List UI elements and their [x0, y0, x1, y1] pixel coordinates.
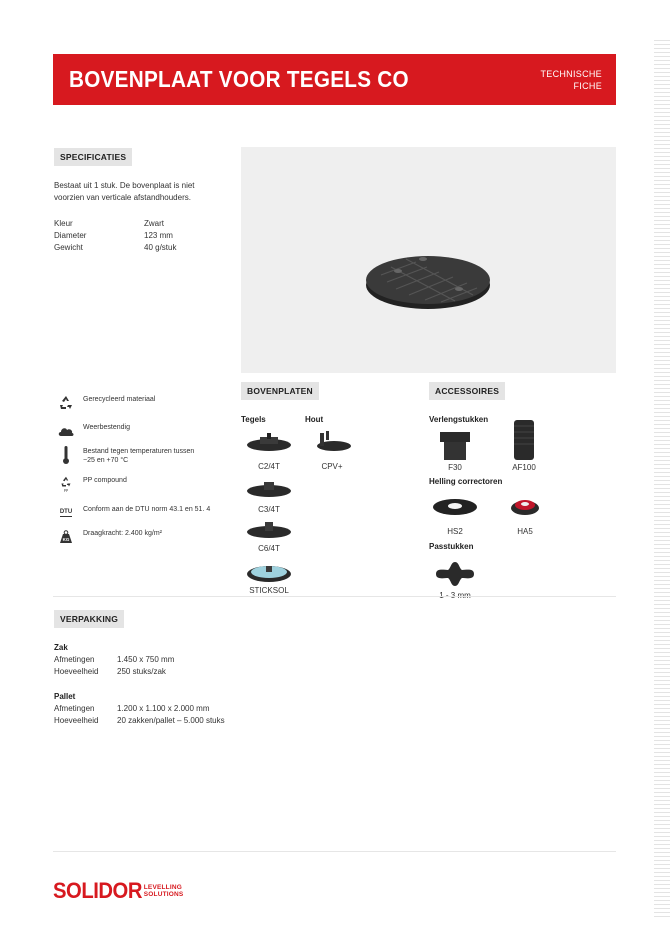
c6-4t-image	[246, 520, 292, 540]
pack-key: Hoeveelheid	[54, 667, 99, 676]
c3-4t-label: C3/4T	[258, 505, 280, 514]
spec-value: Zwart	[144, 219, 164, 228]
solidor-logo	[53, 878, 183, 904]
feature-text: Bestand tegen temperaturen tussen	[83, 448, 195, 455]
zak-row-hoeveelheid	[54, 666, 174, 678]
feature-temperature	[57, 447, 194, 465]
passtukken-heading: Passtukken	[429, 542, 474, 551]
feature-text: −25 en +70 °C	[83, 457, 129, 464]
feature-text: Gerecycleerd materiaal	[83, 396, 156, 403]
sticksol-image	[246, 562, 292, 584]
bovenplaten-heading: BOVENPLATEN	[241, 382, 319, 400]
verpakking-pallet	[54, 691, 225, 727]
dtu-icon-text: DTU	[59, 509, 73, 515]
document-type-line1: TECHNISCHE	[540, 69, 602, 79]
af100-image	[510, 418, 538, 462]
logo-wordmark: SOLIDOR	[53, 878, 142, 903]
sticksol-label: STICKSOL	[249, 586, 289, 595]
pp-icon-text: pp	[63, 487, 69, 492]
document-type-line2: FICHE	[573, 81, 602, 91]
verpakking-heading: VERPAKKING	[54, 610, 124, 628]
spec-key: Kleur	[54, 219, 73, 228]
pack-key: Afmetingen	[54, 655, 95, 664]
logo-tagline	[144, 884, 184, 898]
spec-row-gewicht	[54, 242, 176, 254]
description-line: voorzien van verticale afstandhouders.	[54, 193, 191, 202]
product-photo-panel	[241, 147, 616, 373]
bovenplaten-hout-heading: Hout	[305, 415, 324, 424]
feature-text: Conform aan de DTU norm 43.1 en 51. 4	[83, 506, 211, 513]
f30-label: F30	[448, 463, 462, 472]
feature-pp-compound	[57, 476, 127, 492]
cpv-plus-label: CPV+	[321, 462, 343, 471]
edge-ruler	[654, 40, 670, 920]
feature-dtu	[57, 505, 210, 521]
af100-label: AF100	[512, 463, 536, 472]
feature-weather	[57, 423, 130, 439]
recycle-icon	[57, 395, 75, 411]
feature-load-capacity	[57, 529, 162, 545]
document-type-label	[540, 68, 602, 92]
passtukken-image	[434, 560, 476, 588]
pallet-row-afmetingen	[54, 703, 225, 715]
pallet-heading: Pallet	[54, 692, 76, 701]
pack-value: 20 zakken/pallet – 5.000 stuks	[117, 716, 225, 725]
hs2-label: HS2	[447, 527, 463, 536]
pack-value: 250 stuks/zak	[117, 667, 166, 676]
feature-text: Weerbestendig	[83, 424, 130, 431]
spec-key: Gewicht	[54, 243, 83, 252]
pack-key: Afmetingen	[54, 704, 95, 713]
verpakking-zak	[54, 642, 174, 678]
c2-4t-label: C2/4T	[258, 462, 280, 471]
cpv-plus-image	[312, 430, 352, 454]
specificaties-table	[54, 218, 176, 254]
ha5-label: HA5	[517, 527, 533, 536]
product-photo	[241, 147, 616, 373]
thermometer-icon	[57, 447, 75, 463]
kg-weight-icon	[57, 529, 75, 545]
c2-4t-image	[246, 432, 292, 454]
section-divider	[53, 596, 616, 597]
c6-4t-label: C6/4T	[258, 544, 280, 553]
verlengstukken-heading: Verlengstukken	[429, 415, 489, 424]
pack-value: 1.200 x 1.100 x 2.000 mm	[117, 704, 210, 713]
description-line: Bestaat uit 1 stuk. De bovenplaat is niet	[54, 181, 195, 190]
spec-value: 40 g/stuk	[144, 243, 177, 252]
helling-correctoren-heading: Helling correctoren	[429, 477, 503, 486]
accessoires-heading: ACCESSOIRES	[429, 382, 505, 400]
page-title: BOVENPLAAT VOOR TEGELS CO	[69, 66, 409, 92]
feature-recycled	[57, 395, 155, 411]
spec-key: Diameter	[54, 231, 87, 240]
zak-row-afmetingen	[54, 654, 174, 666]
logo-tagline-line1: LEVELLING	[143, 884, 183, 891]
cloud-icon	[57, 423, 75, 439]
ha5-image	[510, 496, 540, 518]
bovenplaten-tegels-heading: Tegels	[241, 415, 266, 424]
spec-row-kleur	[54, 218, 176, 230]
kg-icon-text: KG	[62, 537, 70, 542]
feature-text: Draagkracht: 2.400 kg/m²	[83, 530, 162, 537]
specificaties-description	[54, 180, 234, 204]
pack-value: 1.450 x 750 mm	[117, 655, 175, 664]
pack-key: Hoeveelheid	[54, 716, 99, 725]
footer-divider	[53, 851, 616, 852]
spec-row-diameter	[54, 230, 176, 242]
logo-tagline-line2: SOLUTIONS	[143, 891, 184, 898]
title-banner	[53, 54, 616, 105]
feature-text: PP compound	[83, 477, 127, 484]
f30-image	[436, 430, 474, 462]
spec-value: 123 mm	[144, 231, 173, 240]
c3-4t-image	[246, 480, 292, 500]
zak-heading: Zak	[54, 643, 68, 652]
dtu-icon	[57, 505, 75, 521]
pp-recycle-icon	[57, 476, 75, 492]
hs2-image	[432, 496, 478, 518]
pallet-row-hoeveelheid	[54, 715, 225, 727]
specificaties-heading: SPECIFICATIES	[54, 148, 132, 166]
